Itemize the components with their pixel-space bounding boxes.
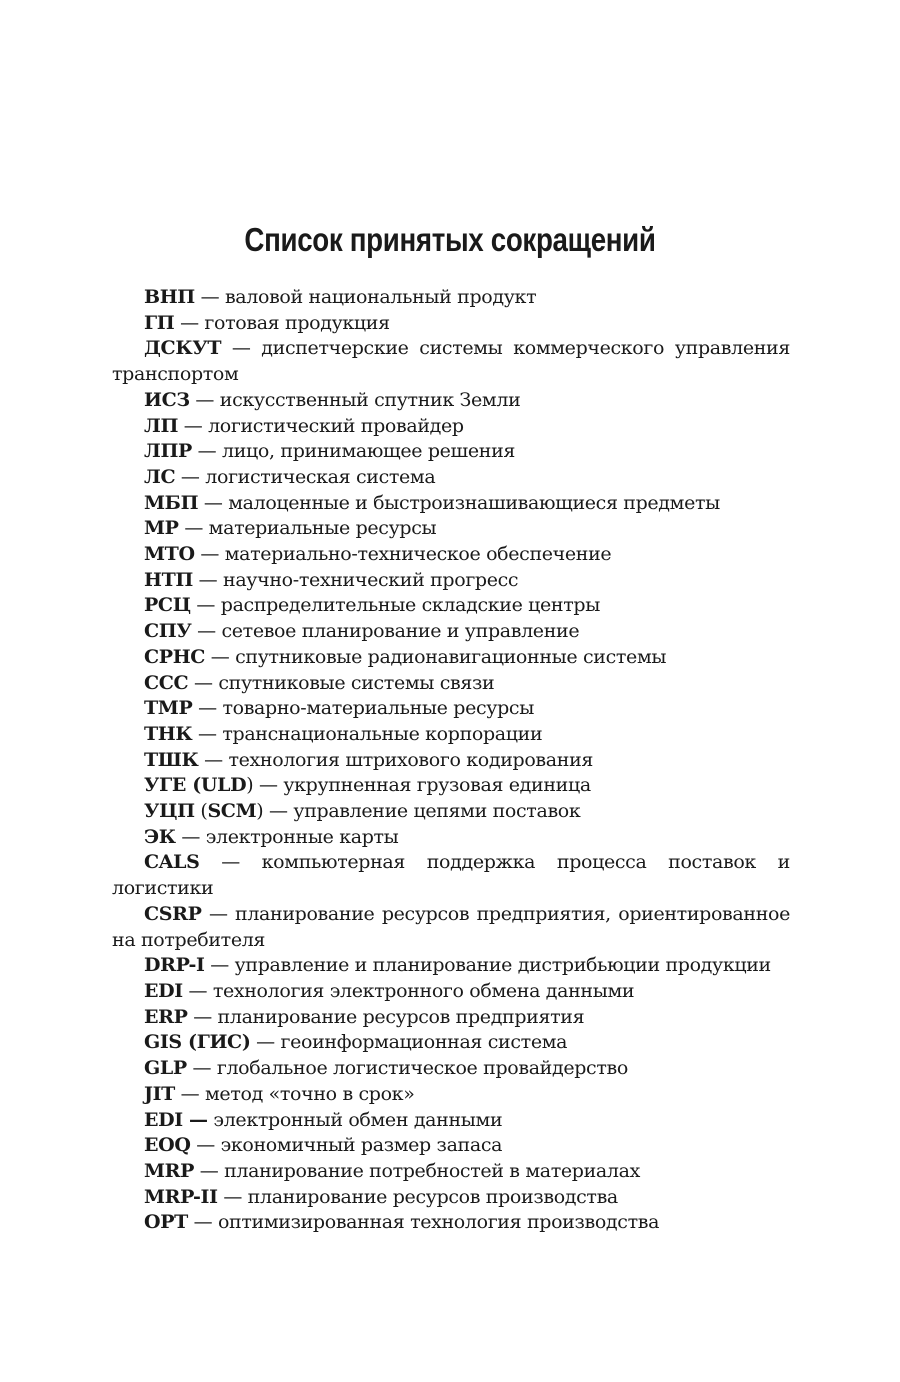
abbreviation-definition: планирование ресурсов производства: [247, 1185, 618, 1208]
entry-separator: —: [205, 645, 236, 668]
abbreviation-definition: планирование потребностей в материалах: [224, 1159, 640, 1182]
abbreviation-definition: спутниковые радионавигационные системы: [235, 645, 667, 668]
abbreviation-definition: геоинформационная система: [280, 1031, 568, 1054]
abbreviation-definition: научно-технический прогресс: [223, 568, 519, 591]
abbreviation-term: УЦП: [144, 800, 195, 823]
abbreviation-entry: [112, 645, 790, 671]
abbreviation-entry: [112, 311, 790, 337]
abbreviation-definition: управление цепями поставок: [293, 800, 581, 823]
entry-separator: —: [178, 414, 209, 437]
abbreviation-definition: метод «точно в срок»: [205, 1082, 415, 1105]
abbreviation-definition: глобальное логистическое провайдерство: [216, 1057, 628, 1080]
abbreviation-term: DRP-I: [144, 954, 205, 977]
abbreviation-entry: [112, 1133, 790, 1159]
abbreviation-definition: искусственный спутник Земли: [219, 388, 521, 411]
entry-separator: —: [198, 491, 229, 514]
entry-separator: —: [192, 722, 223, 745]
abbreviation-definition: технология электронного обмена данными: [212, 979, 635, 1002]
abbreviation-term: РСЦ: [144, 594, 191, 617]
abbreviation-term: УГЕ (ULD: [144, 774, 247, 797]
entry-separator: —: [188, 671, 219, 694]
entry-separator: —: [175, 465, 206, 488]
abbreviation-entry: [112, 825, 790, 851]
abbreviation-term: CALS: [144, 851, 200, 874]
entry-separator: —: [190, 594, 221, 617]
entry-separator: —: [192, 568, 224, 591]
abbreviation-term: ТНК: [144, 722, 193, 745]
abbreviation-definition: материально-техническое обеспечение: [224, 543, 612, 566]
entry-separator: —: [204, 954, 235, 977]
abbreviation-term: ССС: [144, 671, 189, 694]
abbreviation-entry: [112, 1030, 790, 1056]
abbreviation-definition: оптимизированная технология производства: [217, 1211, 660, 1234]
abbreviation-definition: распределительные складские центры: [220, 594, 600, 617]
abbreviation-term: ВНП: [144, 286, 195, 308]
abbreviation-entry: [112, 850, 790, 901]
entry-separator: —: [194, 1159, 225, 1182]
abbreviation-term: MRP: [144, 1159, 195, 1182]
abbreviation-entry: [112, 1210, 790, 1236]
entry-separator: ) —: [246, 774, 284, 797]
entry-separator: —: [186, 1057, 217, 1080]
abbreviation-entry: [112, 619, 790, 645]
abbreviation-definition: транснациональные корпорации: [222, 722, 543, 745]
abbreviation-term: ТМР: [144, 697, 193, 720]
entry-separator: —: [174, 1082, 205, 1105]
abbreviation-entry: [112, 1056, 790, 1082]
abbreviation-entry: [112, 1159, 790, 1185]
entry-separator: —: [199, 851, 262, 874]
entry-separator: —: [221, 337, 262, 360]
abbreviation-entry: [112, 516, 790, 542]
abbreviation-term: EDI —: [144, 1108, 208, 1131]
entry-separator: —: [194, 286, 225, 308]
abbreviation-definition: лицо, принимающее решения: [222, 440, 516, 463]
entry-separator: —: [178, 517, 209, 540]
abbreviation-entry: [112, 568, 790, 594]
abbreviation-term: ЭК: [144, 825, 176, 848]
entry-separator: —: [187, 1211, 218, 1234]
entry-separator: —: [194, 543, 225, 566]
abbreviation-term: ЛП: [144, 414, 179, 437]
abbreviation-entry: [112, 439, 790, 465]
abbreviation-definition: сетевое планирование и управление: [221, 620, 580, 643]
entry-separator: (: [194, 800, 208, 823]
abbreviation-term: СРНС: [144, 645, 206, 668]
abbreviation-entry: [112, 773, 790, 799]
abbreviation-term: EDI: [144, 979, 183, 1002]
entry-separator: —: [191, 620, 222, 643]
abbreviation-entry: [112, 953, 790, 979]
abbreviation-definition: электронные карты: [205, 825, 399, 848]
entry-separator: ) —: [256, 800, 294, 823]
abbreviation-entry: [112, 593, 790, 619]
abbreviation-term: EOQ: [144, 1134, 191, 1157]
abbreviation-definition: электронный обмен данными: [213, 1108, 503, 1131]
abbreviation-definition: технология штрихового кодирования: [228, 748, 594, 771]
abbreviation-entry: [112, 1185, 790, 1211]
abbreviation-entry: [112, 1005, 790, 1031]
abbreviation-entry: [112, 414, 790, 440]
entry-separator: —: [190, 1134, 221, 1157]
abbreviation-entry: [112, 902, 790, 953]
abbreviation-definition: планирование ресурсов предприятия, ориентированное на потребителя: [112, 902, 790, 951]
abbreviation-term: GIS (ГИС): [144, 1031, 251, 1054]
entry-separator: —: [217, 1185, 248, 1208]
abbreviation-term: ЛС: [144, 465, 176, 488]
abbreviation-term: ERP: [144, 1005, 188, 1028]
abbreviation-definition: экономичный размер запаса: [220, 1134, 503, 1157]
abbreviation-definition: материальные ресурсы: [208, 517, 437, 540]
abbreviation-definition: готовая продукция: [204, 311, 390, 334]
abbreviation-term: ИСЗ: [144, 388, 190, 411]
abbreviation-term: СПУ: [144, 620, 192, 643]
abbreviation-entry: [112, 748, 790, 774]
entry-separator: —: [175, 825, 206, 848]
abbreviation-definition: логистический провайдер: [208, 414, 464, 437]
entry-separator: —: [187, 1005, 218, 1028]
abbreviation-term: MRP-II: [144, 1185, 218, 1208]
abbreviation-term: CSRP: [144, 902, 202, 925]
abbreviation-entry: [112, 799, 790, 825]
entry-separator: —: [198, 748, 229, 771]
abbreviation-term: ТШК: [144, 748, 199, 771]
abbreviation-entry: [112, 722, 790, 748]
abbreviation-term: JIT: [144, 1082, 175, 1105]
abbreviation-term: МБП: [144, 491, 199, 514]
abbreviation-term: GLP: [144, 1057, 187, 1080]
abbreviation-entry: [112, 285, 790, 311]
entry-separator: —: [192, 697, 223, 720]
abbreviation-definition: логистическая система: [205, 465, 436, 488]
entry-separator: —: [250, 1031, 281, 1054]
abbreviation-definition: диспетчерские системы коммерческого управления транспортом: [112, 337, 791, 386]
abbreviation-entry: [112, 388, 790, 414]
abbreviation-entry: [112, 491, 790, 517]
abbreviation-definition: компьютерная поддержка процесса поставок и логистики: [112, 851, 790, 900]
abbreviation-entry: [112, 1082, 790, 1108]
abbreviation-definition: планирование ресурсов предприятия: [217, 1005, 585, 1028]
entry-separator: —: [182, 979, 213, 1002]
abbreviation-entry: [112, 696, 790, 722]
abbreviation-definition: валовой национальный продукт: [224, 286, 537, 308]
entry-separator: —: [189, 388, 220, 411]
abbreviation-entry: [112, 336, 790, 387]
abbreviation-entry: [112, 671, 790, 697]
abbreviation-definition: малоценные и быстроизнашивающиеся предметы: [228, 491, 720, 514]
abbreviation-term-alt: SCM: [207, 800, 257, 823]
abbreviation-term: ГП: [144, 311, 175, 334]
abbreviation-term: ДСКУТ: [144, 337, 222, 360]
entry-separator: —: [174, 311, 205, 334]
abbreviation-term: НТП: [144, 568, 193, 591]
abbreviation-entry: [112, 1108, 790, 1134]
abbreviation-entry: [112, 465, 790, 491]
abbreviation-definition: укрупненная грузовая единица: [283, 774, 591, 797]
abbreviation-term: OPT: [144, 1211, 188, 1234]
abbreviation-term: ЛПР: [144, 440, 192, 463]
abbreviation-definition: спутниковые системы связи: [218, 671, 495, 694]
page-title: Список принятых сокращений: [244, 221, 656, 258]
abbreviation-term: МТО: [144, 543, 195, 566]
abbreviation-definition: управление и планирование дистрибьюции продукции: [234, 954, 771, 977]
abbreviation-definition: товарно-материальные ресурсы: [222, 697, 534, 720]
entry-separator: —: [191, 440, 223, 463]
abbreviation-term: МР: [144, 517, 179, 540]
abbreviation-entry: [112, 542, 790, 568]
entry-separator: —: [201, 902, 236, 925]
abbreviation-entry: [112, 979, 790, 1005]
abbreviation-list: [112, 285, 790, 1236]
